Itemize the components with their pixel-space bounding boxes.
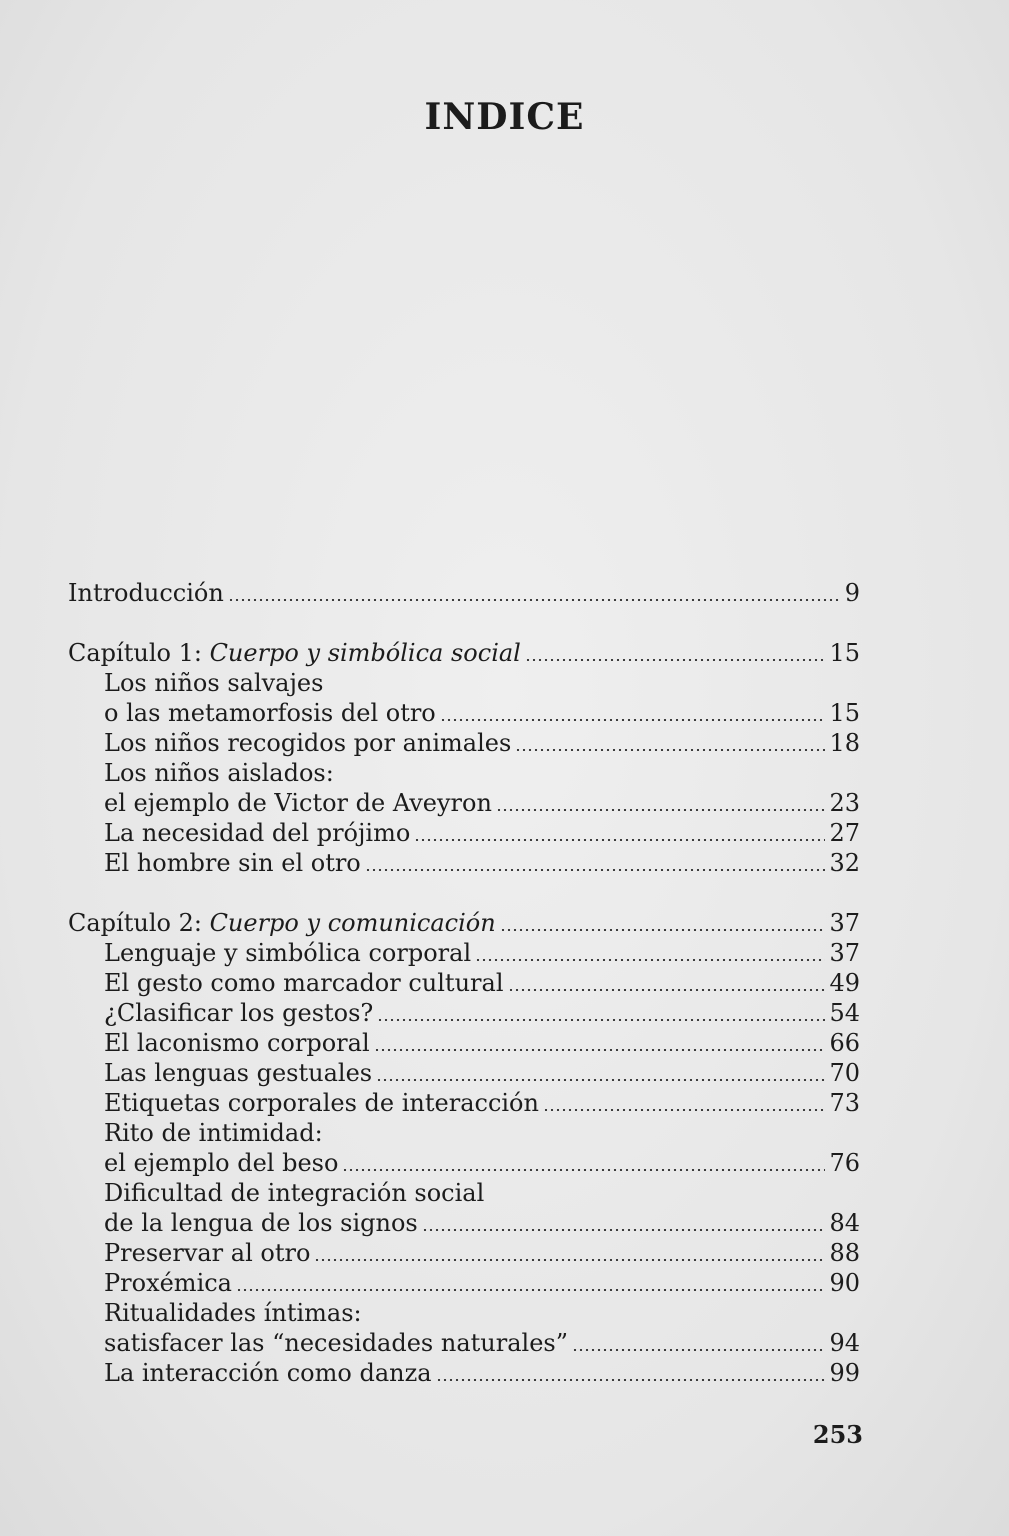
toc-entry — [68, 728, 860, 758]
toc-entry-italic-text: Cuerpo y simbólica social — [209, 639, 521, 667]
toc-entry — [68, 698, 860, 728]
toc-entry-page: 23 — [829, 789, 860, 817]
dot-leader — [422, 1229, 826, 1231]
toc-entry — [68, 1148, 860, 1178]
toc-entry-title — [104, 668, 323, 698]
toc-entry — [68, 848, 860, 878]
toc-entry-title — [104, 848, 361, 878]
toc-entry — [68, 1328, 860, 1358]
toc-entry-page: 66 — [829, 1029, 860, 1057]
toc-entry — [68, 1118, 860, 1148]
toc-entry-title — [104, 998, 373, 1028]
toc-entry — [68, 668, 860, 698]
toc-entry-text: El laconismo corporal — [104, 1029, 370, 1057]
toc-entry-title — [68, 908, 496, 938]
toc-entry-text: El hombre sin el otro — [104, 849, 361, 877]
table-of-contents — [68, 578, 860, 1388]
toc-entry-text: el ejemplo de Victor de Aveyron — [104, 789, 492, 817]
toc-entry-text: Ritualidades íntimas: — [104, 1299, 362, 1327]
toc-entry-page: 70 — [829, 1059, 860, 1087]
toc-entry-text: el ejemplo del beso — [104, 1149, 339, 1177]
dot-leader — [374, 1049, 826, 1051]
toc-entry — [68, 578, 860, 608]
toc-entry — [68, 1208, 860, 1238]
toc-entry — [68, 1238, 860, 1268]
toc-entry-page: 18 — [829, 729, 860, 757]
toc-entry-text: El gesto como marcador cultural — [104, 969, 504, 997]
toc-entry-page: 90 — [829, 1269, 860, 1297]
toc-entry — [68, 998, 860, 1028]
toc-entry — [68, 938, 860, 968]
dot-leader — [342, 1169, 825, 1171]
toc-entry-title — [104, 788, 492, 818]
toc-entry-page: 37 — [829, 909, 860, 937]
toc-entry-title — [104, 1118, 323, 1148]
dot-leader — [436, 1379, 826, 1381]
dot-leader — [525, 659, 826, 661]
toc-entry — [68, 1298, 860, 1328]
toc-entry-text: de la lengua de los signos — [104, 1209, 418, 1237]
toc-entry-title — [104, 1268, 232, 1298]
dot-leader — [508, 989, 826, 991]
toc-entry-page: 15 — [829, 639, 860, 667]
toc-entry — [68, 908, 860, 938]
toc-entry-title — [104, 728, 511, 758]
toc-entry-italic-text: Cuerpo y comunicación — [209, 909, 496, 937]
dot-leader — [228, 599, 841, 601]
toc-entry-page: 15 — [829, 699, 860, 727]
toc-entry — [68, 1268, 860, 1298]
toc-entry — [68, 1178, 860, 1208]
toc-entry-title — [104, 1088, 539, 1118]
toc-entry — [68, 788, 860, 818]
toc-entry-page: 49 — [829, 969, 860, 997]
dot-leader — [475, 959, 825, 961]
dot-leader — [572, 1349, 825, 1351]
toc-entry-title — [104, 758, 334, 788]
toc-entry-title — [104, 1028, 370, 1058]
toc-entry-title — [104, 1328, 568, 1358]
page-title: INDICE — [424, 96, 585, 138]
dot-leader — [314, 1259, 825, 1261]
toc-entry-title — [104, 1358, 432, 1388]
toc-entry-text: La necesidad del prójimo — [104, 819, 411, 847]
toc-entry-text: Capítulo 2: — [68, 909, 210, 937]
toc-entry-text: Etiquetas corporales de interacción — [104, 1089, 539, 1117]
dot-leader — [496, 809, 826, 811]
toc-entry-title — [104, 818, 410, 848]
toc-entry-page: 27 — [829, 819, 860, 847]
dot-leader — [377, 1019, 825, 1021]
toc-entry-text: ¿Clasificar los gestos? — [104, 999, 374, 1027]
toc-entry — [68, 1028, 860, 1058]
toc-entry — [68, 818, 860, 848]
toc-entry-page: 54 — [829, 999, 860, 1027]
toc-entry-text: Lenguaje y simbólica corporal — [104, 939, 472, 967]
toc-entry — [68, 1058, 860, 1088]
toc-entry-page: 94 — [829, 1329, 860, 1357]
toc-entry-page: 76 — [829, 1149, 860, 1177]
dot-leader — [365, 869, 826, 871]
toc-entry — [68, 758, 860, 788]
toc-entry-title — [104, 968, 504, 998]
dot-leader — [500, 929, 826, 931]
toc-entry-text: Preservar al otro — [104, 1239, 311, 1267]
toc-entry-page: 99 — [829, 1359, 860, 1387]
toc-entry — [68, 1088, 860, 1118]
toc-entry-title — [104, 1058, 372, 1088]
toc-entry — [68, 968, 860, 998]
toc-entry — [68, 1358, 860, 1388]
toc-entry-page: 32 — [829, 849, 860, 877]
toc-entry-text: o las metamorfosis del otro — [104, 699, 436, 727]
toc-entry-title — [104, 1208, 418, 1238]
dot-leader — [236, 1289, 825, 1291]
toc-entry-title — [68, 638, 521, 668]
toc-entry-title — [104, 1178, 484, 1208]
toc-entry-title — [104, 698, 436, 728]
toc-entry-page: 9 — [844, 579, 860, 607]
toc-entry-text: Los niños aislados: — [104, 759, 334, 787]
toc-entry-text: satisfacer las “necesidades naturales” — [104, 1329, 568, 1357]
toc-entry-text: La interacción como danza — [104, 1359, 432, 1387]
dot-leader — [414, 839, 825, 841]
dot-leader — [440, 719, 826, 721]
toc-entry-title — [104, 1238, 310, 1268]
toc-entry-text: Los niños recogidos por animales — [104, 729, 512, 757]
toc-entry-text: Rito de intimidad: — [104, 1119, 323, 1147]
toc-entry-title — [104, 1298, 362, 1328]
toc-entry-title — [104, 938, 471, 968]
dot-leader — [515, 749, 825, 751]
toc-entry-text: Capítulo 1: — [68, 639, 210, 667]
toc-entry-text: Proxémica — [104, 1269, 232, 1297]
toc-entry-text: Introducción — [68, 579, 224, 607]
toc-entry-page: 88 — [829, 1239, 860, 1267]
toc-entry-page: 37 — [829, 939, 860, 967]
page-number: 253 — [812, 1420, 863, 1449]
toc-entry-text: Las lenguas gestuales — [104, 1059, 373, 1087]
dot-leader — [376, 1079, 825, 1081]
toc-entry-title — [104, 1148, 338, 1178]
toc-entry — [68, 638, 860, 668]
toc-entry-page: 73 — [829, 1089, 860, 1117]
toc-entry-title — [68, 578, 224, 608]
toc-entry-text: Los niños salvajes — [104, 669, 324, 697]
toc-entry-page: 84 — [829, 1209, 860, 1237]
toc-entry-text: Dificultad de integración social — [104, 1179, 485, 1207]
dot-leader — [543, 1109, 825, 1111]
